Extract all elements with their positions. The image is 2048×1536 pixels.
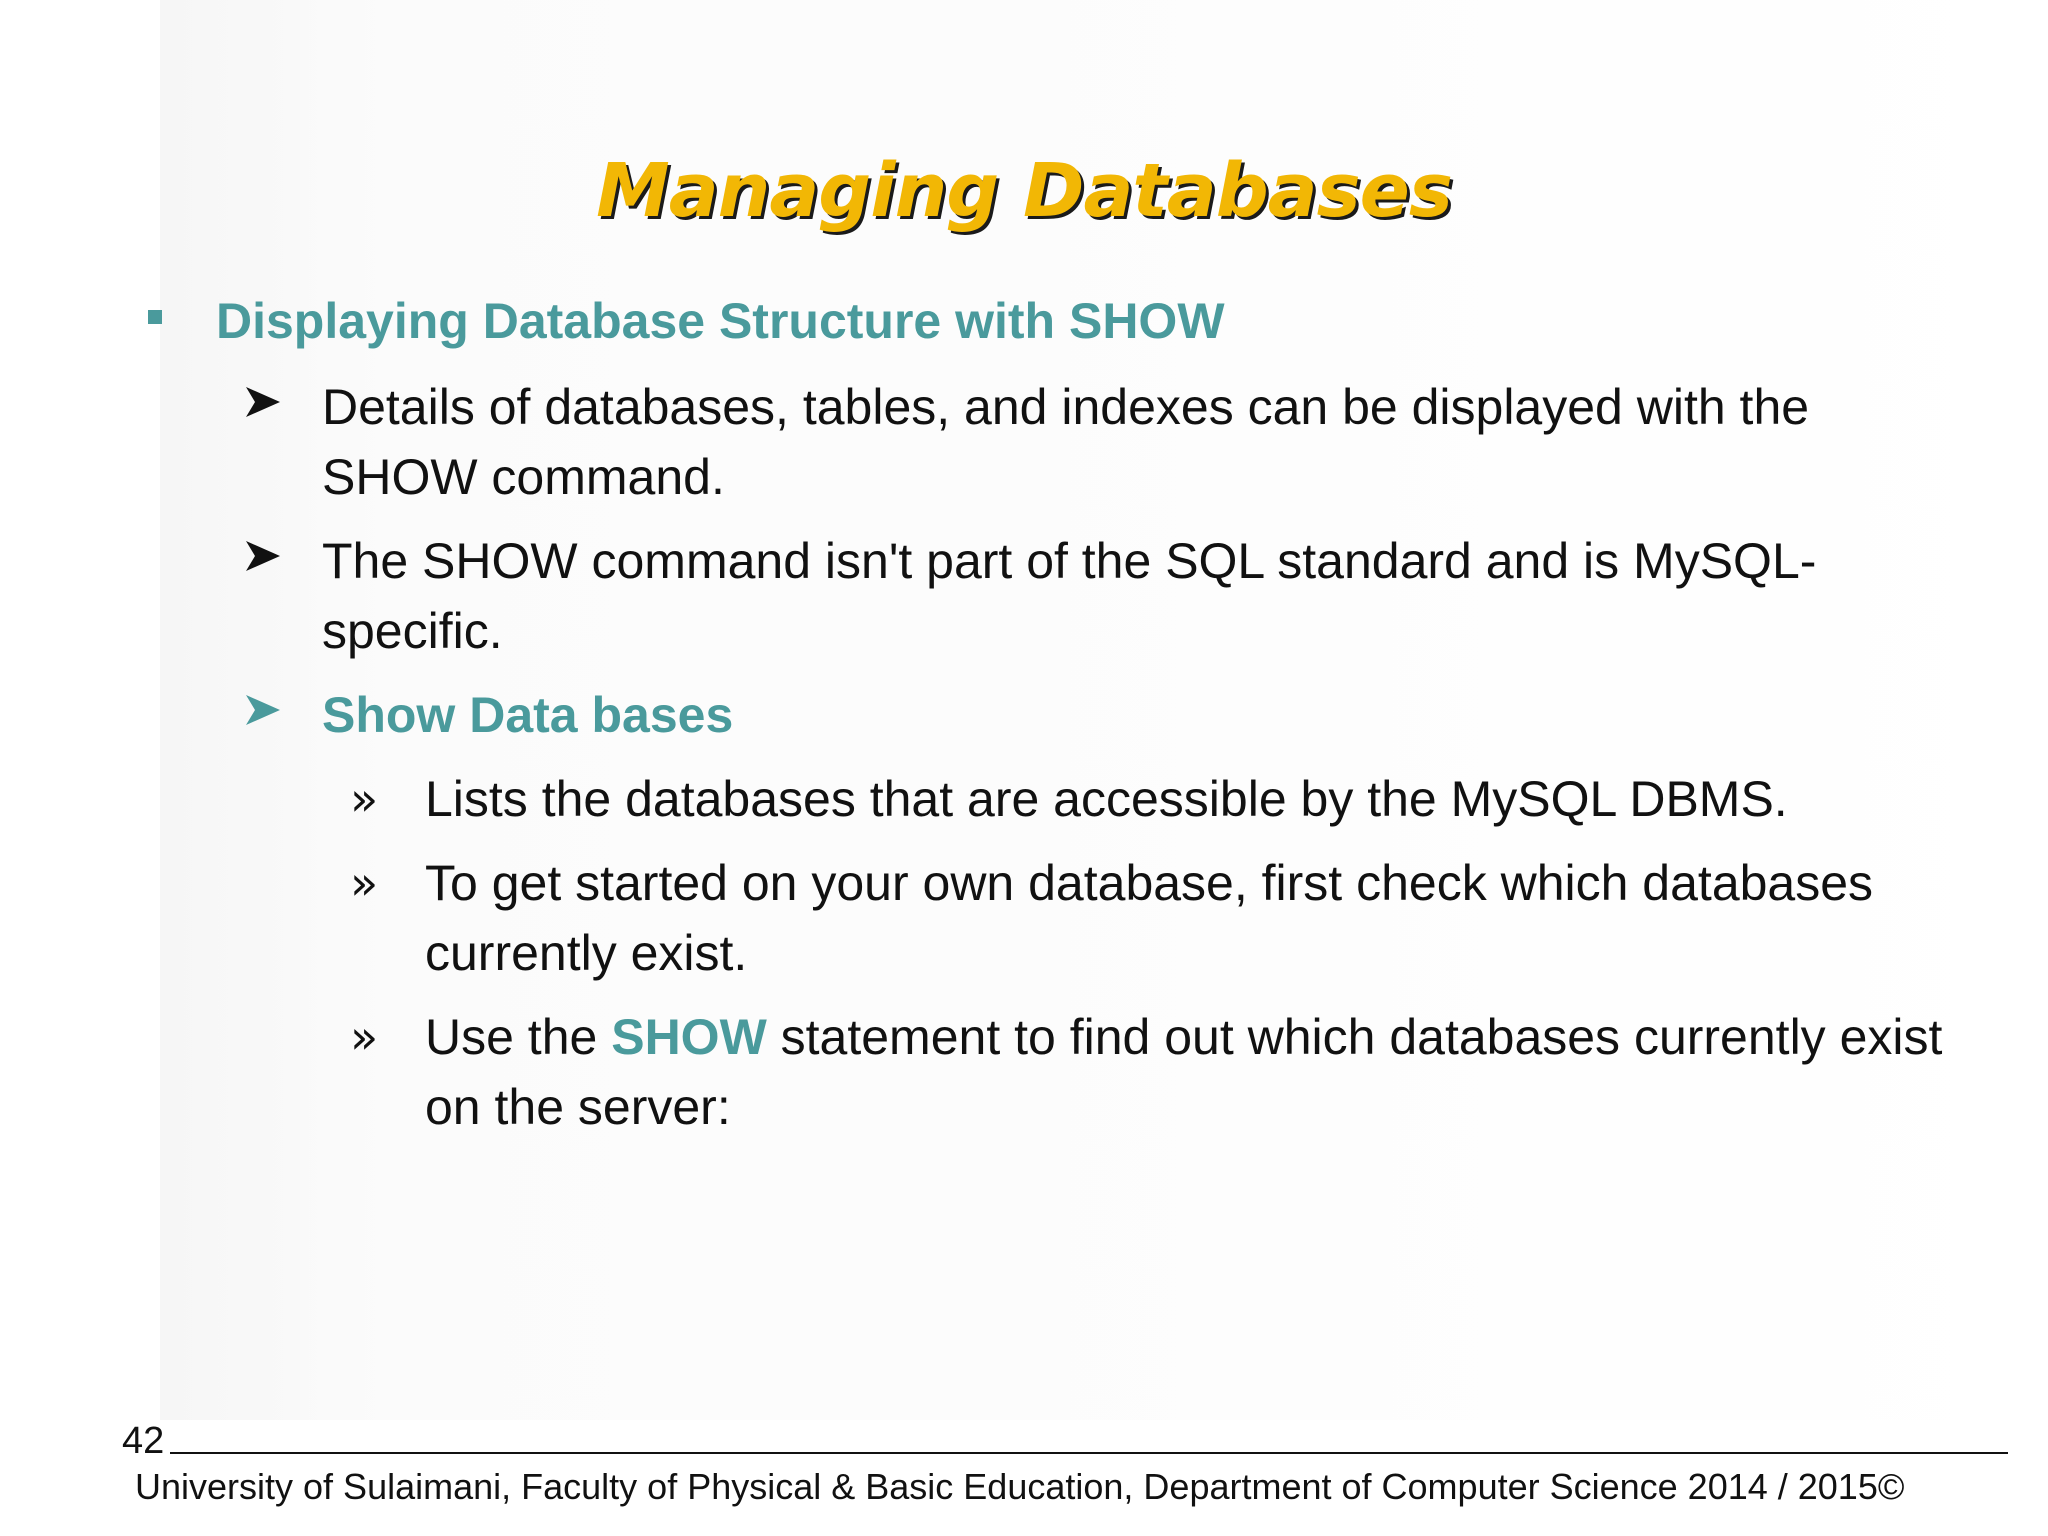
page-number: 42 [122, 1420, 165, 1462]
square-bullet-icon [148, 310, 162, 324]
raquo-bullet-icon: » [350, 1010, 379, 1064]
show-keyword: SHOW [611, 1009, 767, 1065]
subheading: Show Data bases [322, 687, 734, 743]
bullet-point: Details of databases, tables, and indexes can be displayed with the SHOW command. [322, 379, 1810, 505]
sub-point: Lists the databases that are accessible by the MySQL DBMS. [425, 771, 1788, 827]
slide-title: Managing Databases [596, 148, 1452, 234]
sub-point-text: statement to find out which databases currently exist on the server: [425, 1009, 1943, 1135]
sub-point-text: Use the [425, 1009, 612, 1065]
bullet-point: The SHOW command isn't part of the SQL standard and is MySQL-specific. [322, 533, 1817, 659]
sub-point [425, 1002, 1985, 1142]
section-heading: Displaying Database Structure with SHOW [216, 293, 1225, 349]
raquo-bullet-icon: » [350, 856, 379, 910]
arrow-bullet-icon [246, 541, 280, 571]
arrow-bullet-icon [246, 387, 280, 417]
sub-point: To get started on your own database, first check which databases currently exist. [425, 855, 1874, 981]
raquo-bullet-icon: » [350, 772, 379, 826]
arrow-bullet-icon [246, 695, 280, 725]
footer-divider [170, 1452, 2008, 1454]
footer-text: University of Sulaimani, Faculty of Physical & Basic Education, Department of Computer Science 2014 / 2015© [135, 1466, 1905, 1507]
